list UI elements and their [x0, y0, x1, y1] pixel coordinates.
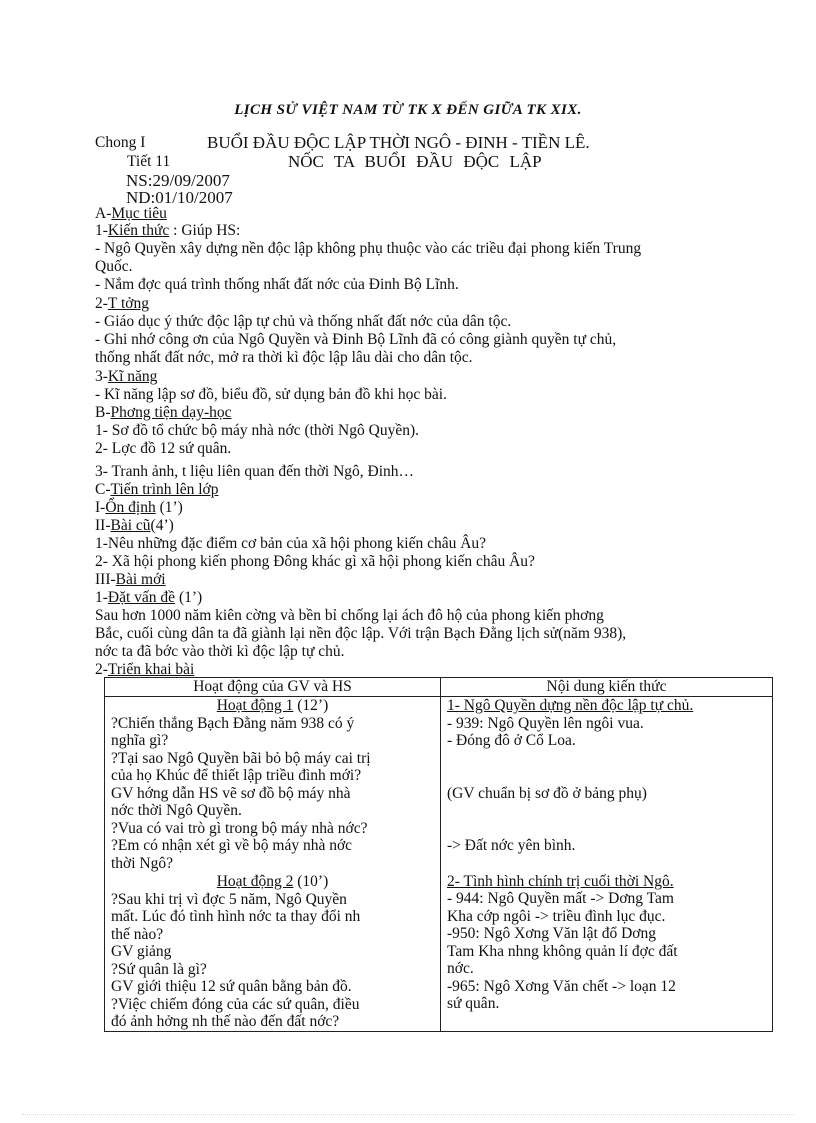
old-lesson-heading: II-Bài cũ(4’): [95, 517, 174, 534]
table-row: [105, 697, 773, 1032]
skills-line-1: - Kĩ năng lập sơ đồ, biểu đồ, sử dụng bản đồ khi học bài.: [95, 386, 447, 403]
list-item: -950: Ngô Xơng Văn lật đổ Dơng: [447, 925, 656, 942]
list-item: nớc thời Ngô Quyền.: [111, 802, 242, 819]
list-item: ?Việc chiếm đóng của các sứ quân, điều: [111, 995, 360, 1013]
table-header-row: [105, 678, 773, 697]
activity-1-title: Hoạt động 1 (12’): [216, 697, 329, 714]
list-item: ?Chiến thắng Bạch Đằng năm 938 có ý: [111, 714, 355, 732]
chapter-label: Chong I: [95, 134, 146, 151]
list-item: ?Tại sao Ngô Quyền bãi bỏ bộ máy cai trị: [111, 749, 371, 767]
content-cell: [441, 697, 773, 1032]
content-1-title: 1- Ngô Quyền dựng nền độc lập tự chủ.: [447, 697, 694, 714]
table-header-content: Nội dung kiến thức: [441, 678, 773, 697]
list-item: GV giới thiệu 12 sứ quân bằng bản đồ.: [111, 978, 352, 995]
list-item: Kha cớp ngôi -> triều đình lục đục.: [447, 907, 666, 925]
activity-2-title: Hoạt động 2 (10’): [216, 873, 329, 890]
ideology-line-2b: thống nhất đất nớc, mở ra thời kì độc lập lâu dài cho dân tộc.: [95, 349, 473, 366]
knowledge-line-2: - Nắm đợc quá trình thống nhất đất nớc của Đinh Bộ Lĩnh.: [95, 276, 459, 293]
section-a-heading: A-Mục tiêu: [95, 205, 167, 222]
list-item: đó ảnh hởng nh thế nào đến đất nớc?: [111, 1013, 340, 1030]
ns-date: NS:29/09/2007: [126, 171, 230, 190]
spacer: [447, 855, 766, 872]
page-bottom-rule: [22, 1114, 794, 1115]
lesson-body-heading: 2-Triển khai bài: [95, 661, 195, 678]
intro-line-3: nớc ta đã bớc vào thời kì độc lập tự chủ.: [95, 643, 345, 660]
knowledge-heading: 1-Kiến thức : Giúp HS:: [95, 222, 241, 239]
stabilize-heading: I-Ổn định (1’): [95, 499, 183, 516]
activity-1-cell: [105, 697, 441, 1032]
chapter-title: BUỔI ĐẦU ĐỘC LẬP THỜI NGÔ - ĐINH - TIỀN LÊ.: [207, 133, 590, 152]
means-line-3: 3- Tranh ảnh, t liệu liên quan đến thời Ngô, Đinh…: [95, 463, 415, 480]
list-item: - Đóng đô ở Cổ Loa.: [447, 732, 576, 749]
activities-table: [104, 677, 773, 1032]
list-item: sứ quân.: [447, 995, 500, 1012]
list-item: ?Sứ quân là gì?: [111, 960, 207, 978]
table-header-activities: Hoạt động của GV và HS: [105, 678, 441, 697]
list-item: thời Ngô?: [111, 854, 174, 872]
means-line-1: 1- Sơ đồ tổ chức bộ máy nhà nớc (thời Ngô Quyền).: [95, 422, 419, 439]
subject-title: LỊCH SỬ VIỆT NAM TỪ TK X ĐẾN GIỮA TK XIX.: [234, 102, 582, 118]
list-item: nghĩa gì?: [111, 732, 169, 749]
list-item: ?Vua có vai trò gì trong bộ máy nhà nớc?: [111, 819, 368, 837]
content-2-title: 2- Tình hình chính trị cuối thời Ngô.: [447, 872, 674, 890]
spacer: [447, 802, 766, 837]
list-item: Tam Kha nhng không quản lí đợc đất: [447, 942, 678, 960]
means-line-2: 2- Lợc đồ 12 sứ quân.: [95, 440, 232, 457]
section-c-heading: C-Tiến trình lên lớp: [95, 481, 219, 498]
knowledge-line-1a: - Ngô Quyền xây dựng nền độc lập không phụ thuộc vào các triều đại phong kiến Trung: [95, 240, 642, 257]
list-item: nớc.: [447, 960, 474, 977]
list-item: ?Em có nhận xét gì về bộ máy nhà nớc: [111, 837, 353, 854]
spacer: [447, 750, 766, 785]
intro-heading: 1-Đặt vấn đề (1’): [95, 589, 203, 606]
lesson-label: Tiết 11: [127, 153, 171, 170]
old-lesson-q2: 2- Xã hội phong kiến phong Đông khác gì xã hội phong kiến châu Âu?: [95, 553, 535, 570]
section-b-heading: B-Phơng tiện dạy-học: [95, 404, 232, 421]
ideology-line-2a: - Ghi nhớ công ơn của Ngô Quyền và Đinh Bộ Lĩnh đã có công giành quyền tự chủ,: [95, 331, 617, 348]
list-item: của họ Khúc để thiết lập triều đình mới?: [111, 767, 362, 784]
skills-heading: 3-Kĩ năng: [95, 368, 158, 385]
content-1-result: -> Đất nớc yên bình.: [447, 837, 576, 854]
list-item: -965: Ngô Xơng Văn chết -> loạn 12: [447, 977, 676, 995]
lesson-title: NỐC TA BUỔI ĐẦU ĐỘC LẬP: [288, 152, 542, 171]
content-1-note: (GV chuẩn bị sơ đồ ở bảng phụ): [447, 784, 647, 802]
old-lesson-q1: 1-Nêu những đặc điểm cơ bản của xã hội phong kiến châu Âu?: [95, 535, 487, 552]
new-lesson-heading: III-Bài mới: [95, 571, 166, 588]
list-item: mất. Lúc đó tình hình nớc ta thay đổi nh: [111, 908, 361, 925]
list-item: GV giảng: [111, 943, 172, 960]
list-item: ?Sau khi trị vì đợc 5 năm, Ngô Quyền: [111, 890, 347, 908]
intro-line-2: Bắc, cuối cùng dân ta đã giành lại nền độc lập. Với trận Bạch Đằng lịch sử(năm 938),: [95, 625, 627, 642]
ideology-heading: 2-T tởng: [95, 295, 149, 312]
intro-line-1: Sau hơn 1000 năm kiên cờng và bền bỉ chống lại ách đô hộ của phong kiến phơng: [95, 607, 604, 624]
knowledge-line-1b: Quốc.: [95, 258, 133, 275]
list-item: GV hớng dẫn HS vẽ sơ đồ bộ máy nhà: [111, 784, 351, 802]
list-item: - 939: Ngô Quyền lên ngôi vua.: [447, 714, 644, 732]
ideology-line-1: - Giáo dục ý thức độc lập tự chủ và thống nhất đất nớc của dân tộc.: [95, 313, 512, 330]
list-item: thế nào?: [111, 925, 164, 943]
nd-date: ND:01/10/2007: [126, 188, 233, 207]
list-item: - 944: Ngô Quyền mất -> Dơng Tam: [447, 890, 674, 907]
